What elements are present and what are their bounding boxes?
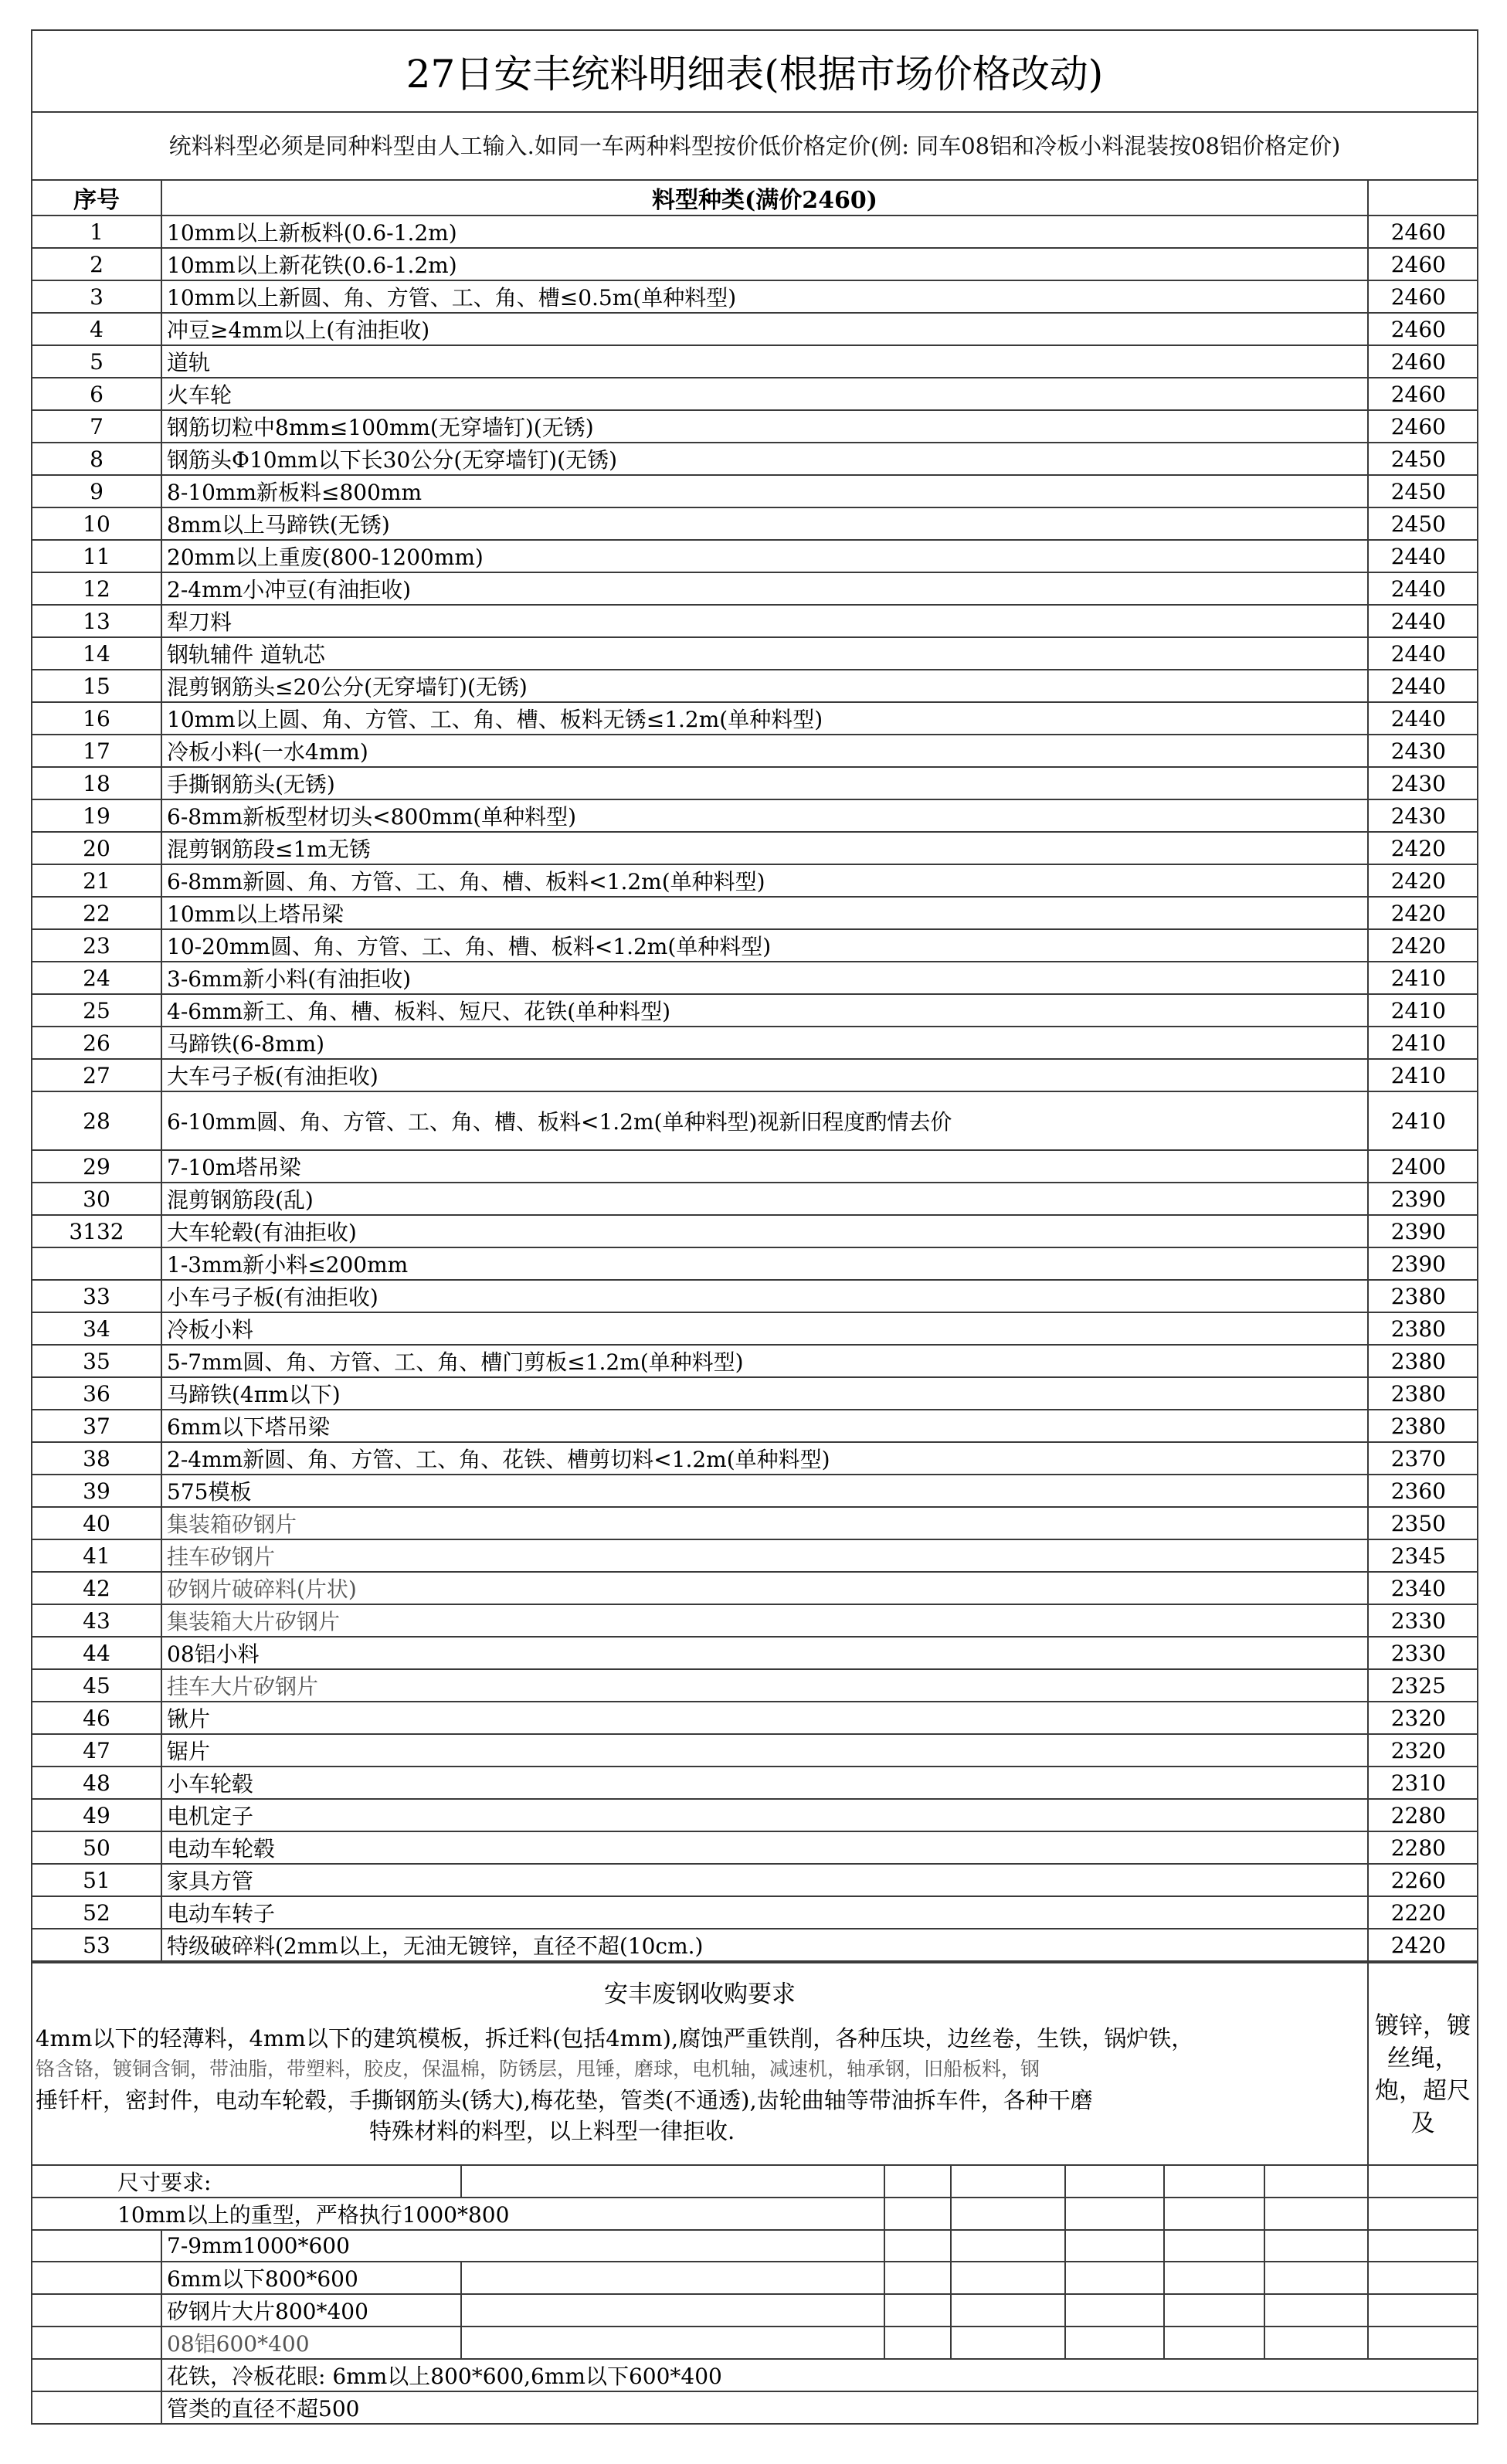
- row-type: 电机定子: [161, 1799, 1368, 1831]
- size-blank-cell: [1164, 2327, 1264, 2359]
- row-price: 2430: [1368, 767, 1478, 799]
- row-type: 1-3mm新小料≤200mm: [161, 1247, 1368, 1280]
- row-type: 家具方管: [161, 1864, 1368, 1896]
- row-price: 2320: [1368, 1734, 1478, 1767]
- row-type: 火车轮: [161, 378, 1368, 410]
- row-type: 7-10m塔吊梁: [161, 1150, 1368, 1183]
- requirements-line-3: 捶钎杆，密封件，电动车轮毂，手撕钢筋头(锈大),梅花垫，管类(不通透),齿轮曲轴等带油拆车件，各种干磨: [36, 2087, 1093, 2113]
- size-blank-cell: [1065, 2327, 1164, 2359]
- size-blank-cell: [1164, 2294, 1264, 2327]
- table-row: [32, 702, 1478, 735]
- row-seq: 35: [32, 1345, 161, 1377]
- table-row: [32, 1150, 1478, 1183]
- table-row: [32, 572, 1478, 605]
- row-type: 冷板小料(一水4mm): [161, 735, 1368, 767]
- row-price: 2260: [1368, 1864, 1478, 1896]
- size-blank-cell: [951, 2294, 1065, 2327]
- row-seq: 25: [32, 994, 161, 1027]
- row-price: 2460: [1368, 410, 1478, 443]
- row-price: 2460: [1368, 345, 1478, 378]
- row-type: 5-7mm圆、角、方管、工、角、槽门剪板≤1.2m(单种料型): [161, 1345, 1368, 1377]
- row-seq: 28: [32, 1091, 161, 1150]
- row-seq: 22: [32, 897, 161, 929]
- row-type: 集装箱矽钢片: [161, 1507, 1368, 1539]
- table-row: [32, 216, 1478, 248]
- table-row: [32, 540, 1478, 572]
- row-price: 2420: [1368, 1929, 1478, 1961]
- row-seq: 7: [32, 410, 161, 443]
- table-row: [32, 507, 1478, 540]
- row-type: 大车弓子板(有油拒收): [161, 1059, 1368, 1091]
- table-row: [32, 1572, 1478, 1604]
- size-row: [32, 2230, 1478, 2262]
- row-seq: 13: [32, 605, 161, 637]
- row-price: 2410: [1368, 1059, 1478, 1091]
- row-price: 2380: [1368, 1280, 1478, 1312]
- table-row: [32, 1864, 1478, 1896]
- row-seq: 8: [32, 443, 161, 475]
- row-type: 锹片: [161, 1702, 1368, 1734]
- row-type: 大车轮毂(有油拒收): [161, 1215, 1368, 1247]
- row-price: 2430: [1368, 799, 1478, 832]
- size-requirements-table: [31, 2164, 1478, 2425]
- row-price: 2220: [1368, 1896, 1478, 1929]
- pricing-note: 统料料型必须是同种料型由人工输入.如同一车两种料型按价低价格定价(例: 同车08铝和冷板小料混装按08铝价格定价): [32, 112, 1478, 180]
- table-row: [32, 929, 1478, 962]
- row-type: 小车弓子板(有油拒收): [161, 1280, 1368, 1312]
- size-blank-cell: [1164, 2262, 1264, 2294]
- row-price: 2380: [1368, 1345, 1478, 1377]
- page-title: 27日安丰统料明细表(根据市场价格改动): [32, 30, 1478, 112]
- table-row: [32, 962, 1478, 994]
- row-type: 6-10mm圆、角、方管、工、角、槽、板料<1.2m(单种料型)视新旧程度酌情去价: [161, 1091, 1368, 1150]
- row-type: 冲豆≥4mm以上(有油拒收): [161, 313, 1368, 345]
- row-price: 2450: [1368, 507, 1478, 540]
- size-requirements-body: [32, 2165, 1478, 2424]
- row-price: 2410: [1368, 962, 1478, 994]
- size-row: [32, 2294, 1478, 2327]
- row-type: 钢筋头Φ10mm以下长30公分(无穿墙钉)(无锈): [161, 443, 1368, 475]
- row-type: 10-20mm圆、角、方管、工、角、槽、板料<1.2m(单种料型): [161, 929, 1368, 962]
- row-type: 10mm以上新圆、角、方管、工、角、槽≤0.5m(单种料型): [161, 280, 1368, 313]
- size-blank-cell: [884, 2230, 951, 2262]
- row-type: 2-4mm小冲豆(有油拒收): [161, 572, 1368, 605]
- table-row: [32, 1312, 1478, 1345]
- row-type: 道轨: [161, 345, 1368, 378]
- size-blank-cell: [1368, 2262, 1478, 2294]
- row-type: 6-8mm新圆、角、方管、工、角、槽、板料<1.2m(单种料型): [161, 864, 1368, 897]
- row-price: 2360: [1368, 1475, 1478, 1507]
- size-blank-cell: [1368, 2198, 1478, 2230]
- table-row: [32, 378, 1478, 410]
- row-type: 冷板小料: [161, 1312, 1368, 1345]
- row-seq: 14: [32, 637, 161, 670]
- row-price: 2460: [1368, 378, 1478, 410]
- size-row: [32, 2359, 1478, 2391]
- row-price: 2390: [1368, 1215, 1478, 1247]
- table-row: [32, 767, 1478, 799]
- size-row: [32, 2198, 1478, 2230]
- row-seq: 47: [32, 1734, 161, 1767]
- row-type: 8mm以上马蹄铁(无锈): [161, 507, 1368, 540]
- table-row: [32, 799, 1478, 832]
- row-type: 挂车大片矽钢片: [161, 1669, 1368, 1702]
- row-price: 2310: [1368, 1767, 1478, 1799]
- table-row: [32, 1799, 1478, 1831]
- table-row: [32, 280, 1478, 313]
- row-seq: 38: [32, 1442, 161, 1475]
- row-price: 2440: [1368, 540, 1478, 572]
- size-blank-cell: [1065, 2262, 1164, 2294]
- requirements-table: [31, 1962, 1478, 2166]
- row-price: 2410: [1368, 994, 1478, 1027]
- size-item: 6mm以下800*600: [161, 2262, 461, 2294]
- row-price: 2420: [1368, 864, 1478, 897]
- size-item: 矽钢片大片800*400: [161, 2294, 461, 2327]
- row-price: 2440: [1368, 670, 1478, 702]
- row-seq: 5: [32, 345, 161, 378]
- size-blank-cell: [951, 2230, 1065, 2262]
- table-row: [32, 1929, 1478, 1961]
- size-blank-cell: [32, 2327, 161, 2359]
- row-seq: 34: [32, 1312, 161, 1345]
- row-type: 挂车矽钢片: [161, 1539, 1368, 1572]
- row-price: 2340: [1368, 1572, 1478, 1604]
- row-type: 4-6mm新工、角、槽、板料、短尺、花铁(单种料型): [161, 994, 1368, 1027]
- row-seq: 26: [32, 1027, 161, 1059]
- row-seq: 52: [32, 1896, 161, 1929]
- size-blank-cell: [884, 2294, 951, 2327]
- row-price: 2460: [1368, 313, 1478, 345]
- size-blank-cell: [461, 2327, 884, 2359]
- row-type: 3-6mm新小料(有油拒收): [161, 962, 1368, 994]
- size-blank-cell: [1264, 2262, 1368, 2294]
- row-seq: 18: [32, 767, 161, 799]
- table-row: [32, 1734, 1478, 1767]
- row-type: 电动车轮毂: [161, 1831, 1368, 1864]
- size-item: 10mm以上的重型，严格执行1000*800: [32, 2198, 884, 2230]
- size-row: [32, 2165, 1478, 2198]
- size-blank-cell: [1264, 2294, 1368, 2327]
- header-seq: 序号: [32, 180, 161, 216]
- size-blank-cell: [1065, 2294, 1164, 2327]
- price-table: [31, 29, 1478, 1962]
- row-seq: [32, 1247, 161, 1280]
- size-blank-cell: [951, 2198, 1065, 2230]
- table-row: [32, 475, 1478, 507]
- size-item: 08铝600*400: [161, 2327, 461, 2359]
- row-price: 2325: [1368, 1669, 1478, 1702]
- row-seq: 16: [32, 702, 161, 735]
- size-blank-cell: [1264, 2327, 1368, 2359]
- size-blank-cell: [1264, 2165, 1368, 2198]
- row-seq: 17: [32, 735, 161, 767]
- table-row: [32, 1702, 1478, 1734]
- size-blank-cell: [1368, 2327, 1478, 2359]
- size-blank-cell: [884, 2165, 951, 2198]
- row-type: 6-8mm新板型材切头<800mm(单种料型): [161, 799, 1368, 832]
- row-price: 2460: [1368, 280, 1478, 313]
- size-blank-cell: [1065, 2165, 1164, 2198]
- requirements-side-note: 镀锌，镀丝绳，炮，超尺及: [1368, 1963, 1478, 2165]
- requirements-line-1: 4mm以下的轻薄料，4mm以下的建筑模板，拆迁料(包括4mm),腐蚀严重铁削，各种压块，边丝卷，生铁，锅炉铁，: [36, 2025, 1194, 2052]
- size-row: [32, 2391, 1478, 2424]
- row-price: 2330: [1368, 1604, 1478, 1637]
- row-type: 集装箱大片矽钢片: [161, 1604, 1368, 1637]
- row-seq: 20: [32, 832, 161, 864]
- row-price: 2420: [1368, 832, 1478, 864]
- table-row: [32, 605, 1478, 637]
- row-seq: 43: [32, 1604, 161, 1637]
- row-price: 2420: [1368, 897, 1478, 929]
- row-price: 2460: [1368, 216, 1478, 248]
- row-seq: 44: [32, 1637, 161, 1669]
- row-price: 2410: [1368, 1091, 1478, 1150]
- row-type: 10mm以上新花铁(0.6-1.2m): [161, 248, 1368, 280]
- row-seq: 53: [32, 1929, 161, 1961]
- size-blank-cell: [1368, 2230, 1478, 2262]
- table-row: [32, 1896, 1478, 1929]
- row-price: 2350: [1368, 1507, 1478, 1539]
- row-seq: 30: [32, 1183, 161, 1215]
- size-blank-cell: [461, 2294, 884, 2327]
- size-blank-cell: [951, 2165, 1065, 2198]
- row-seq: 36: [32, 1377, 161, 1410]
- row-price: 2380: [1368, 1410, 1478, 1442]
- row-type: 锯片: [161, 1734, 1368, 1767]
- row-type: 10mm以上圆、角、方管、工、角、槽、板料无锈≤1.2m(单种料型): [161, 702, 1368, 735]
- table-row: [32, 994, 1478, 1027]
- row-seq: 42: [32, 1572, 161, 1604]
- size-blank-cell: [32, 2262, 161, 2294]
- row-price: 2440: [1368, 572, 1478, 605]
- size-blank-cell: [32, 2359, 161, 2391]
- size-blank-cell: [1164, 2165, 1264, 2198]
- row-seq: 37: [32, 1410, 161, 1442]
- row-seq: 21: [32, 864, 161, 897]
- row-seq: 46: [32, 1702, 161, 1734]
- row-type: 10mm以上新板料(0.6-1.2m): [161, 216, 1368, 248]
- table-row: [32, 670, 1478, 702]
- table-row: [32, 1280, 1478, 1312]
- size-item: 7-9mm1000*600: [161, 2230, 884, 2262]
- row-type: 特级破碎料(2mm以上，无油无镀锌，直径不超(10cm.): [161, 1929, 1368, 1961]
- row-seq: 50: [32, 1831, 161, 1864]
- row-price: 2410: [1368, 1027, 1478, 1059]
- row-seq: 3132: [32, 1215, 161, 1247]
- row-seq: 1: [32, 216, 161, 248]
- row-seq: 10: [32, 507, 161, 540]
- table-row: [32, 345, 1478, 378]
- size-blank-cell: [32, 2391, 161, 2424]
- row-seq: 24: [32, 962, 161, 994]
- row-type: 钢轨辅件 道轨芯: [161, 637, 1368, 670]
- header-price: [1368, 180, 1478, 216]
- row-type: 电动车转子: [161, 1896, 1368, 1929]
- row-type: 矽钢片破碎料(片状): [161, 1572, 1368, 1604]
- table-row: [32, 1767, 1478, 1799]
- row-type: 混剪钢筋段≤1m无锈: [161, 832, 1368, 864]
- table-row: [32, 735, 1478, 767]
- row-price: 2280: [1368, 1799, 1478, 1831]
- row-type: 8-10mm新板料≤800mm: [161, 475, 1368, 507]
- size-item: 管类的直径不超500: [161, 2391, 1478, 2424]
- table-row: [32, 1669, 1478, 1702]
- table-row: [32, 1027, 1478, 1059]
- row-price: 2390: [1368, 1247, 1478, 1280]
- price-table-body: [32, 30, 1478, 1961]
- row-price: 2430: [1368, 735, 1478, 767]
- row-type: 2-4mm新圆、角、方管、工、角、花铁、槽剪切料<1.2m(单种料型): [161, 1442, 1368, 1475]
- row-type: 575模板: [161, 1475, 1368, 1507]
- table-row: [32, 1215, 1478, 1247]
- row-seq: 23: [32, 929, 161, 962]
- table-row: [32, 1637, 1478, 1669]
- size-row: [32, 2262, 1478, 2294]
- size-blank-cell: [884, 2198, 951, 2230]
- row-type: 混剪钢筋头≤20公分(无穿墙钉)(无锈): [161, 670, 1368, 702]
- table-row: [32, 832, 1478, 864]
- table-row: [32, 1475, 1478, 1507]
- row-price: 2450: [1368, 443, 1478, 475]
- row-price: 2345: [1368, 1539, 1478, 1572]
- table-row: [32, 1377, 1478, 1410]
- row-type: 08铝小料: [161, 1637, 1368, 1669]
- row-seq: 12: [32, 572, 161, 605]
- table-row: [32, 248, 1478, 280]
- size-blank-cell: [32, 2294, 161, 2327]
- row-seq: 40: [32, 1507, 161, 1539]
- table-row: [32, 1247, 1478, 1280]
- row-type: 钢筋切粒中8mm≤100mm(无穿墙钉)(无锈): [161, 410, 1368, 443]
- row-price: 2280: [1368, 1831, 1478, 1864]
- size-blank-cell: [884, 2262, 951, 2294]
- table-row: [32, 443, 1478, 475]
- row-type: 小车轮毂: [161, 1767, 1368, 1799]
- row-price: 2400: [1368, 1150, 1478, 1183]
- requirements-cell: [32, 1963, 1368, 2165]
- row-seq: 4: [32, 313, 161, 345]
- table-row: [32, 637, 1478, 670]
- row-seq: 51: [32, 1864, 161, 1896]
- row-seq: 41: [32, 1539, 161, 1572]
- table-row: [32, 1059, 1478, 1091]
- size-blank-cell: [1164, 2198, 1264, 2230]
- row-seq: 33: [32, 1280, 161, 1312]
- row-price: 2390: [1368, 1183, 1478, 1215]
- row-seq: 2: [32, 248, 161, 280]
- row-type: 犁刀料: [161, 605, 1368, 637]
- row-price: 2460: [1368, 248, 1478, 280]
- size-blank-cell: [32, 2230, 161, 2262]
- row-type: 20mm以上重废(800-1200mm): [161, 540, 1368, 572]
- size-blank-cell: [1264, 2230, 1368, 2262]
- row-price: 2440: [1368, 702, 1478, 735]
- size-blank-cell: [884, 2327, 951, 2359]
- row-seq: 29: [32, 1150, 161, 1183]
- table-row: [32, 410, 1478, 443]
- row-price: 2450: [1368, 475, 1478, 507]
- size-blank-cell: [1065, 2198, 1164, 2230]
- requirements-line-4: 特殊材料的料型，以上料型一律拒收.: [369, 2118, 735, 2144]
- table-row: [32, 1345, 1478, 1377]
- row-type: 手撕钢筋头(无锈): [161, 767, 1368, 799]
- row-seq: 6: [32, 378, 161, 410]
- row-price: 2380: [1368, 1312, 1478, 1345]
- row-price: 2330: [1368, 1637, 1478, 1669]
- row-price: 2380: [1368, 1377, 1478, 1410]
- row-seq: 15: [32, 670, 161, 702]
- size-row: [32, 2327, 1478, 2359]
- row-type: 马蹄铁(6-8mm): [161, 1027, 1368, 1059]
- row-price: 2320: [1368, 1702, 1478, 1734]
- requirements-title: 安丰废钢收购要求: [604, 1980, 796, 2008]
- size-blank-cell: [951, 2262, 1065, 2294]
- table-row: [32, 1091, 1478, 1150]
- header-type: 料型种类(满价2460): [161, 180, 1368, 216]
- size-blank-cell: [461, 2262, 884, 2294]
- size-blank-cell: [1264, 2198, 1368, 2230]
- row-seq: 3: [32, 280, 161, 313]
- table-row: [32, 897, 1478, 929]
- table-row: [32, 1183, 1478, 1215]
- table-row: [32, 1410, 1478, 1442]
- row-price: 2440: [1368, 637, 1478, 670]
- size-blank-cell: [1368, 2165, 1478, 2198]
- size-blank-cell: [461, 2165, 884, 2198]
- row-type: 混剪钢筋段(乱): [161, 1183, 1368, 1215]
- size-blank-cell: [1164, 2230, 1264, 2262]
- row-price: 2370: [1368, 1442, 1478, 1475]
- row-seq: 48: [32, 1767, 161, 1799]
- row-seq: 11: [32, 540, 161, 572]
- size-blank-cell: [1065, 2230, 1164, 2262]
- size-item: 花铁，冷板花眼: 6mm以上800*600,6mm以下600*400: [161, 2359, 1478, 2391]
- table-row: [32, 864, 1478, 897]
- row-price: 2420: [1368, 929, 1478, 962]
- row-seq: 39: [32, 1475, 161, 1507]
- table-row: [32, 313, 1478, 345]
- row-seq: 27: [32, 1059, 161, 1091]
- row-seq: 19: [32, 799, 161, 832]
- row-type: 10mm以上塔吊梁: [161, 897, 1368, 929]
- row-seq: 49: [32, 1799, 161, 1831]
- table-row: [32, 1831, 1478, 1864]
- row-price: 2440: [1368, 605, 1478, 637]
- size-item: 尺寸要求:: [32, 2165, 461, 2198]
- row-seq: 45: [32, 1669, 161, 1702]
- requirements-line-2: 铬含铬，镀铜含铜，带油脂，带塑料，胶皮，保温棉，防锈层，甩锤，磨球，电机轴，减速机，轴承钢，旧船板料，钢: [36, 2058, 1040, 2080]
- row-seq: 9: [32, 475, 161, 507]
- table-row: [32, 1442, 1478, 1475]
- row-type: 6mm以下塔吊梁: [161, 1410, 1368, 1442]
- size-blank-cell: [951, 2327, 1065, 2359]
- table-row: [32, 1539, 1478, 1572]
- size-blank-cell: [1368, 2294, 1478, 2327]
- table-row: [32, 1604, 1478, 1637]
- row-type: 马蹄铁(4πm以下): [161, 1377, 1368, 1410]
- table-row: [32, 1507, 1478, 1539]
